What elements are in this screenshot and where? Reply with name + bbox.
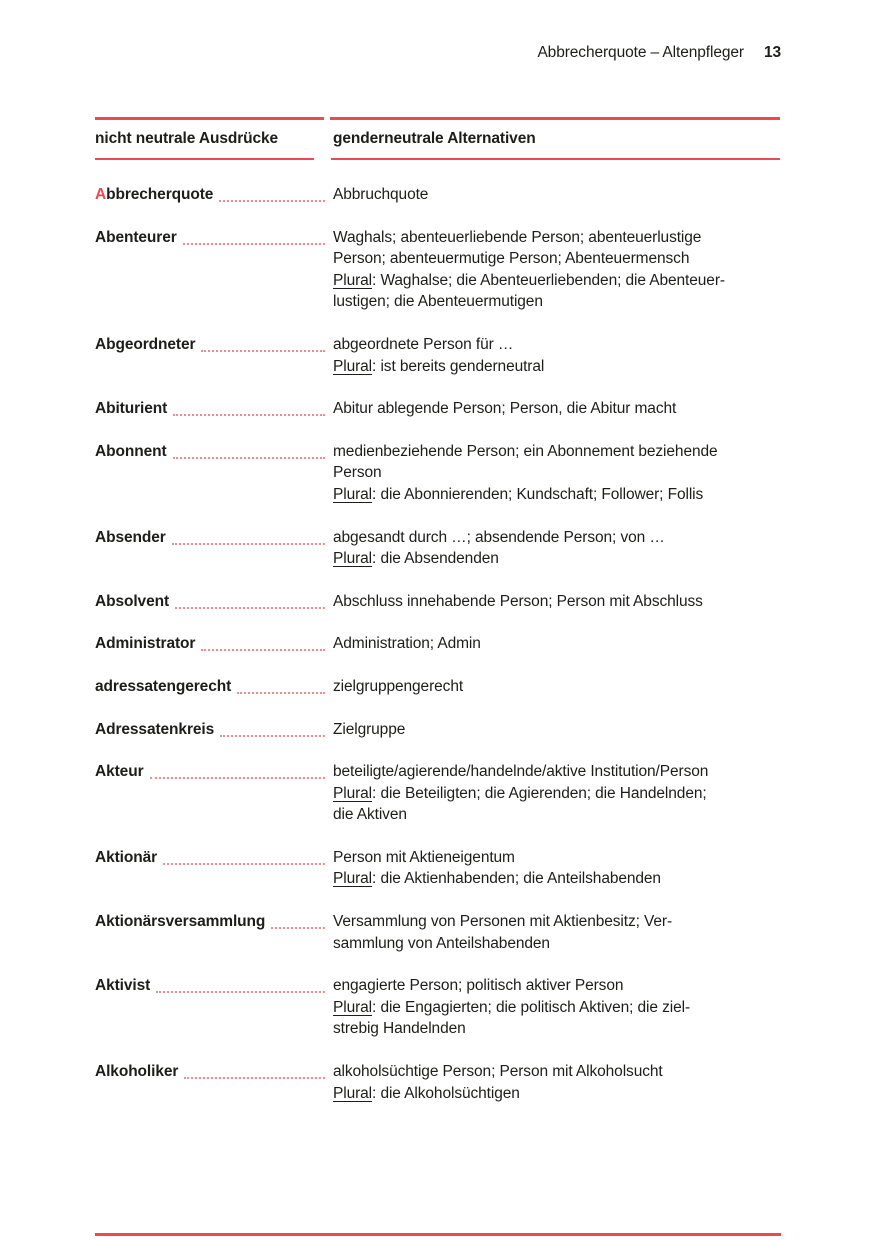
term-label: Absender <box>95 528 166 546</box>
definition-line: zielgruppengerecht <box>333 677 464 695</box>
definition-line: Administration; Admin <box>333 635 481 653</box>
entry-definition-column <box>333 527 780 570</box>
dotted-leader-line <box>220 719 325 737</box>
entry-term-column <box>95 719 333 741</box>
term-label: Absolvent <box>95 592 170 610</box>
term-label: Alkoholiker <box>95 1063 179 1081</box>
entry-definition-column <box>333 975 780 1040</box>
entry-term-column <box>95 975 333 997</box>
entry-row <box>95 847 781 890</box>
entry-definition-column <box>333 676 780 698</box>
entry-row <box>95 911 781 954</box>
definition-line: Person; abenteuermutige Person; Abenteuermensch <box>333 250 690 268</box>
definition-line: Versammlung von Personen mit Aktienbesitz; Ver- <box>333 913 673 931</box>
dotted-leader-line <box>173 441 325 459</box>
entry-definition-column <box>333 911 780 954</box>
term-label: Abiturient <box>95 400 168 418</box>
definition-line: Person <box>333 464 382 482</box>
definition-line: Plural: die Engagierten; die politisch Aktiven; die ziel- <box>333 998 691 1016</box>
definition-line: Plural: die Abonnierenden; Kundschaft; Follower; Follis <box>333 485 704 503</box>
footer-rule <box>95 1233 781 1236</box>
dotted-leader-line <box>201 633 325 651</box>
term-label: Akteur <box>95 763 144 781</box>
term-label: Adressatenkreis <box>95 720 215 738</box>
dotted-leader-line <box>163 847 325 865</box>
definition-line: Plural: Waghalse; die Abenteuerliebenden; die Abenteuer- <box>333 271 725 289</box>
dotted-leader-line <box>201 334 325 352</box>
entry-term-column <box>95 227 333 249</box>
header-underline-left-segment <box>95 158 314 160</box>
entry-definition-column <box>333 847 780 890</box>
entry-row <box>95 441 781 506</box>
entry-term-column <box>95 527 333 549</box>
entry-row <box>95 184 781 206</box>
entry-term-column <box>95 1061 333 1083</box>
entry-definition-column <box>333 398 780 420</box>
definition-line: Plural: die Beteiligten; die Agierenden; die Handelnden; <box>333 784 707 802</box>
dotted-leader-line <box>175 591 325 609</box>
definition-line: Abbruchquote <box>333 186 429 203</box>
entry-row <box>95 398 781 420</box>
term-label: adressatengerecht <box>95 677 232 695</box>
glossary-entries <box>95 184 781 1125</box>
entry-term-column <box>95 676 333 698</box>
column-header-non-neutral: nicht neutrale Ausdrücke <box>95 130 279 147</box>
definition-line: Person mit Aktieneigentum <box>333 848 515 866</box>
term-label: Administrator <box>95 635 196 653</box>
term-label: Abbrecherquote <box>95 186 214 203</box>
definition-line: Waghals; abenteuerliebende Person; abenteuerlustige <box>333 228 702 246</box>
entry-definition-column <box>333 227 780 313</box>
entry-term-column <box>95 334 333 356</box>
page-number: 13 <box>763 44 781 61</box>
entry-definition-column <box>333 184 780 206</box>
table-column-headers <box>95 130 781 148</box>
entry-definition-column <box>333 441 780 506</box>
entry-row <box>95 719 781 741</box>
entry-row <box>95 761 781 826</box>
entry-row <box>95 1061 781 1104</box>
entry-definition-column <box>333 633 780 655</box>
definition-line: Plural: die Aktienhabenden; die Anteilshabenden <box>333 870 661 888</box>
definition-line: die Aktiven <box>333 806 407 824</box>
entry-definition-column <box>333 591 780 613</box>
definition-line: medienbeziehende Person; ein Abonnement beziehende <box>333 442 718 460</box>
entry-row <box>95 334 781 377</box>
top-rule-left-segment <box>95 117 324 120</box>
entry-term-column <box>95 847 333 869</box>
definition-line: strebig Handelnden <box>333 1020 466 1038</box>
definition-line: lustigen; die Abenteuermutigen <box>333 293 543 311</box>
header-underline-right-segment <box>331 158 780 160</box>
plural-marker: Plural <box>333 998 373 1016</box>
running-header-title: Abbrecherquote – Altenpfleger <box>537 44 744 61</box>
definition-line: Plural: die Alkoholsüchtigen <box>333 1084 520 1102</box>
definition-line: abgesandt durch …; absendende Person; von … <box>333 528 665 546</box>
entry-row <box>95 676 781 698</box>
term-label: Aktionärsversammlung <box>95 913 266 931</box>
entry-row <box>95 975 781 1040</box>
term-label: Abgeordneter <box>95 335 196 353</box>
term-label: Aktionär <box>95 848 158 866</box>
entry-row <box>95 227 781 313</box>
top-rule-right-segment <box>330 117 780 120</box>
definition-line: Zielgruppe <box>333 720 406 738</box>
definition-line: Plural: die Absendenden <box>333 550 499 568</box>
definition-line: Abschluss innehabende Person; Person mit Abschluss <box>333 592 703 610</box>
plural-marker: Plural <box>333 271 373 289</box>
dotted-leader-line <box>156 975 325 993</box>
running-header <box>95 44 781 62</box>
alphabet-initial-letter: A <box>95 186 107 203</box>
definition-line: Abitur ablegende Person; Person, die Abitur macht <box>333 400 677 418</box>
dotted-leader-line <box>219 184 325 202</box>
plural-marker: Plural <box>333 485 373 503</box>
entry-term-column <box>95 398 333 420</box>
dotted-leader-line <box>271 911 325 929</box>
entry-term-column <box>95 441 333 463</box>
entry-term-column <box>95 591 333 613</box>
column-header-neutral-alternatives: genderneutrale Alternativen <box>333 130 536 147</box>
plural-marker: Plural <box>333 784 373 802</box>
plural-marker: Plural <box>333 550 373 568</box>
definition-line: abgeordnete Person für … <box>333 335 514 353</box>
entry-term-column <box>95 184 333 206</box>
term-label: Aktivist <box>95 977 151 995</box>
definition-line: beteiligte/agierende/handelnde/aktive Institution/Person <box>333 763 709 781</box>
term-label: Abenteurer <box>95 228 177 246</box>
entry-definition-column <box>333 761 780 826</box>
plural-marker: Plural <box>333 870 373 888</box>
definition-line: sammlung von Anteilshabenden <box>333 934 550 952</box>
definition-line: alkoholsüchtige Person; Person mit Alkoholsucht <box>333 1063 663 1081</box>
dotted-leader-line <box>150 761 326 779</box>
definition-line: Plural: ist bereits genderneutral <box>333 357 545 375</box>
plural-marker: Plural <box>333 1084 373 1102</box>
definition-line: engagierte Person; politisch aktiver Person <box>333 977 624 995</box>
entry-row <box>95 633 781 655</box>
entry-term-column <box>95 761 333 783</box>
dotted-leader-line <box>183 227 325 245</box>
entry-row <box>95 527 781 570</box>
dotted-leader-line <box>172 527 325 545</box>
entry-row <box>95 591 781 613</box>
dotted-leader-line <box>237 676 325 694</box>
entry-term-column <box>95 911 333 933</box>
term-label: Abonnent <box>95 442 167 460</box>
entry-definition-column <box>333 1061 780 1104</box>
entry-definition-column <box>333 719 780 741</box>
entry-term-column <box>95 633 333 655</box>
entry-definition-column <box>333 334 780 377</box>
plural-marker: Plural <box>333 357 373 375</box>
dotted-leader-line <box>184 1061 325 1079</box>
dotted-leader-line <box>173 398 325 416</box>
